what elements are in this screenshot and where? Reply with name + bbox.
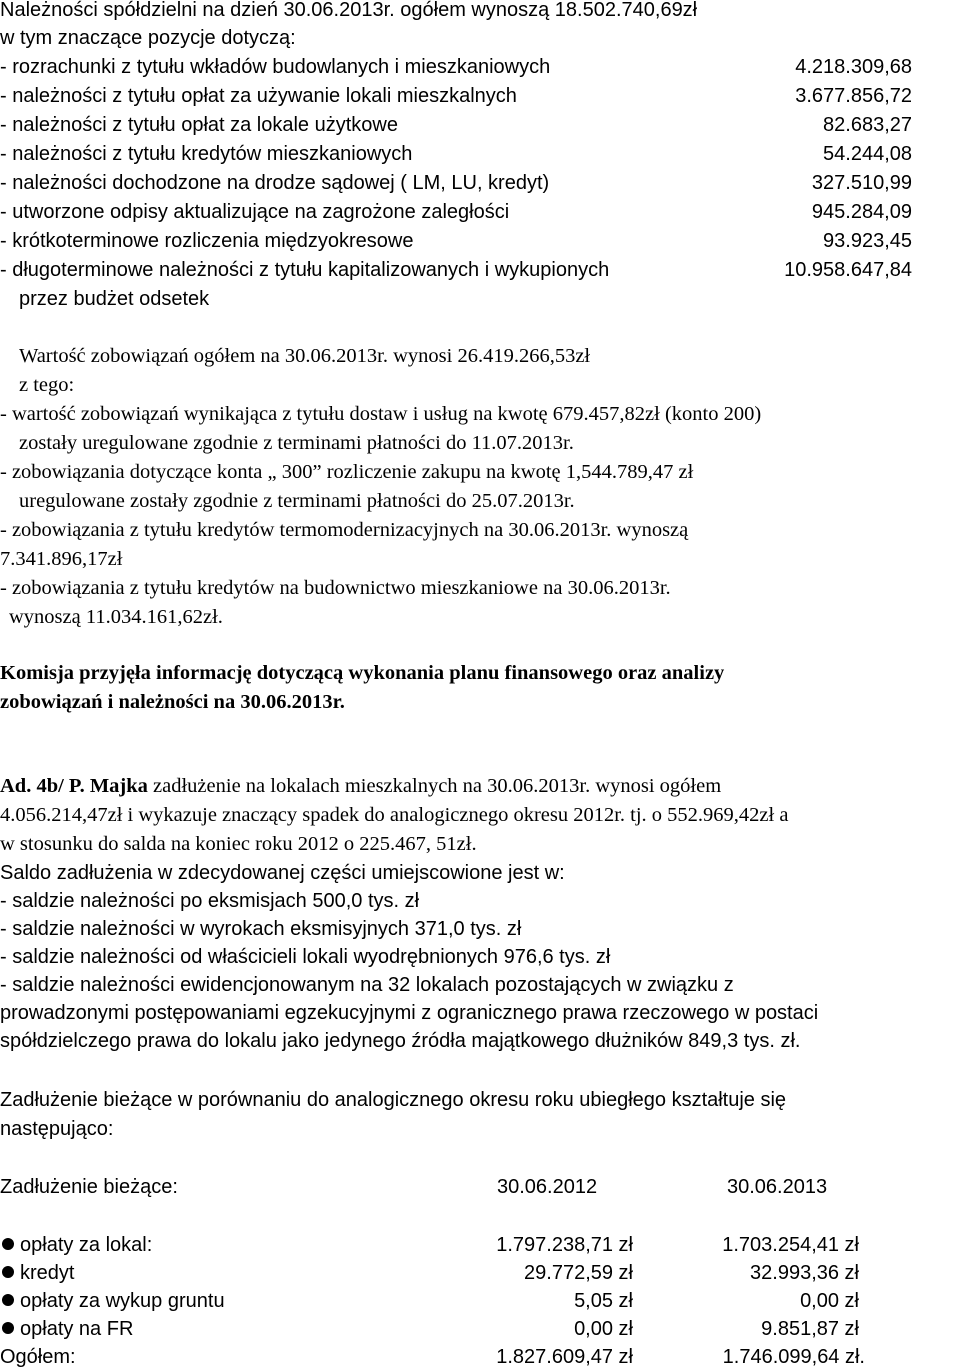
ad4b-line: - saldzie należności w wyrokach eksmisyjnych 371,0 tys. zł [0,918,522,940]
row-label: opłaty za lokal: [20,1234,153,1256]
ad4b-line: - saldzie należności ewidencjonowanym na 32 lokalach pozostających w związku z [0,974,734,996]
ad4b-line: - saldzie należności od właścicieli lokali wyodrębnionych 976,6 tys. zł [0,946,611,968]
bullet-icon [2,1322,14,1334]
liability-line: wynoszą 11.034.161,62zł. [9,606,223,628]
value-2012: 5,05 zł [574,1290,633,1312]
row-label: opłaty za wykup gruntu [20,1290,225,1312]
value-2013: 32.993,36 zł [750,1262,859,1284]
value-2012: 0,00 zł [574,1318,633,1340]
receivable-value: 945.284,09 [811,201,912,223]
column-header-2013: 30.06.2013 [727,1176,828,1198]
commission-statement: Komisja przyjęła informację dotyczącą wykonania planu finansowego oraz analizy [0,662,725,684]
receivable-value: 10.958.647,84 [784,259,912,281]
receivable-label: - rozrachunki z tytułu wkładów budowlanych i mieszkaniowych [0,56,551,78]
receivable-label-continuation: przez budżet odsetek [19,288,210,310]
liability-line: 7.341.896,17zł [0,548,123,570]
ad4b-line: Saldo zadłużenia w zdecydowanej części umiejscowione jest w: [0,862,565,884]
receivable-label: - należności z tytułu opłat za używanie lokali mieszkalnych [0,85,517,107]
ad4b-line: spółdzielczego prawa do lokalu jako jedynego źródła majątkowego dłużników 849,3 tys. zł. [0,1030,801,1052]
ad4b-line1-text: zadłużenie na lokalach mieszkalnych na 30.06.2013r. wynosi ogółem [147,775,722,797]
receivable-value: 82.683,27 [823,114,912,136]
liability-line: uregulowane zostały zgodnie z terminami płatności do 25.07.2013r. [19,490,575,512]
ad4b-line: 4.056.214,47zł i wykazuje znaczący spadek do analogicznego okresu 2012r. tj. o 552.969,42zł a [0,804,789,826]
ad4b-line: - saldzie należności po eksmisjach 500,0 tys. zł [0,890,420,912]
liability-line: - wartość zobowiązań wynikająca z tytułu dostaw i usług na kwotę 679.457,82zł (konto 200) [0,403,762,425]
value-2013: 9.851,87 zł [761,1318,859,1340]
receivable-value: 54.244,08 [823,143,912,165]
total-2013: 1.746.099,64 zł. [722,1346,865,1368]
receivable-value: 327.510,99 [811,172,912,194]
liabilities-total: Wartość zobowiązań ogółem na 30.06.2013r. wynosi 26.419.266,53zł [19,345,591,367]
current-debt-intro: Zadłużenie bieżące w porównaniu do analogicznego okresu roku ubiegłego kształtuje się [0,1089,787,1111]
value-2012: 29.772,59 zł [524,1262,633,1284]
row-label: opłaty na FR [20,1318,134,1340]
receivable-label: - należności z tytułu opłat za lokale użytkowe [0,114,398,136]
receivables-subintro: w tym znaczące pozycje dotyczą: [0,27,296,49]
value-2012: 1.797.238,71 zł [496,1234,633,1256]
ad4b-line: prowadzonymi postępowaniami egzekucyjnymi z ogranicznego prawa rzeczowego w postaci [0,1002,819,1024]
ad4b-line [0,776,721,797]
bullet-icon [2,1294,14,1306]
value-2013: 0,00 zł [800,1290,859,1312]
liability-line: - zobowiązania z tytułu kredytów na budownictwo mieszkaniowe na 30.06.2013r. [0,577,671,599]
bullet-icon [2,1266,14,1278]
receivable-label: - należności z tytułu kredytów mieszkaniowych [0,143,413,165]
commission-statement: zobowiązań i należności na 30.06.2013r. [0,691,345,713]
receivable-value: 93.923,45 [823,230,912,252]
value-2013: 1.703.254,41 zł [722,1234,859,1256]
table-row [0,1235,152,1255]
current-debt-intro: następująco: [0,1118,114,1140]
bullet-icon [2,1238,14,1250]
receivable-value: 3.677.856,72 [795,85,912,107]
liability-line: - zobowiązania dotyczące konta „ 300” rozliczenie zakupu na kwotę 1,544.789,47 zł [0,461,694,483]
table-row [0,1319,133,1339]
liability-line: zostały uregulowane zgodnie z terminami płatności do 11.07.2013r. [19,432,574,454]
ad4b-heading: Ad. 4b/ P. Majka [0,775,148,797]
receivable-label: - należności dochodzone na drodze sądowej ( LM, LU, kredyt) [0,172,550,194]
current-debt-header-label: Zadłużenie bieżące: [0,1176,178,1198]
row-label: kredyt [20,1262,75,1284]
total-2012: 1.827.609,47 zł [496,1346,633,1368]
receivable-label: - utworzone odpisy aktualizujące na zagrożone zaległości [0,201,510,223]
table-row [0,1263,74,1283]
receivable-label: - długoterminowe należności z tytułu kapitalizowanych i wykupionych [0,259,610,281]
liability-line: - zobowiązania z tytułu kredytów termomodernizacyjnych na 30.06.2013r. wynoszą [0,519,689,541]
total-label: Ogółem: [0,1346,76,1368]
column-header-2012: 30.06.2012 [497,1176,598,1198]
ad4b-line: w stosunku do salda na koniec roku 2012 o 225.467, 51zł. [0,833,477,855]
table-row [0,1291,225,1311]
receivables-intro: Należności spółdzielni na dzień 30.06.2013r. ogółem wynoszą 18.502.740,69zł [0,0,698,21]
receivable-value: 4.218.309,68 [795,56,912,78]
receivable-label: - krótkoterminowe rozliczenia międzyokresowe [0,230,414,252]
liabilities-of-which: z tego: [19,374,75,396]
